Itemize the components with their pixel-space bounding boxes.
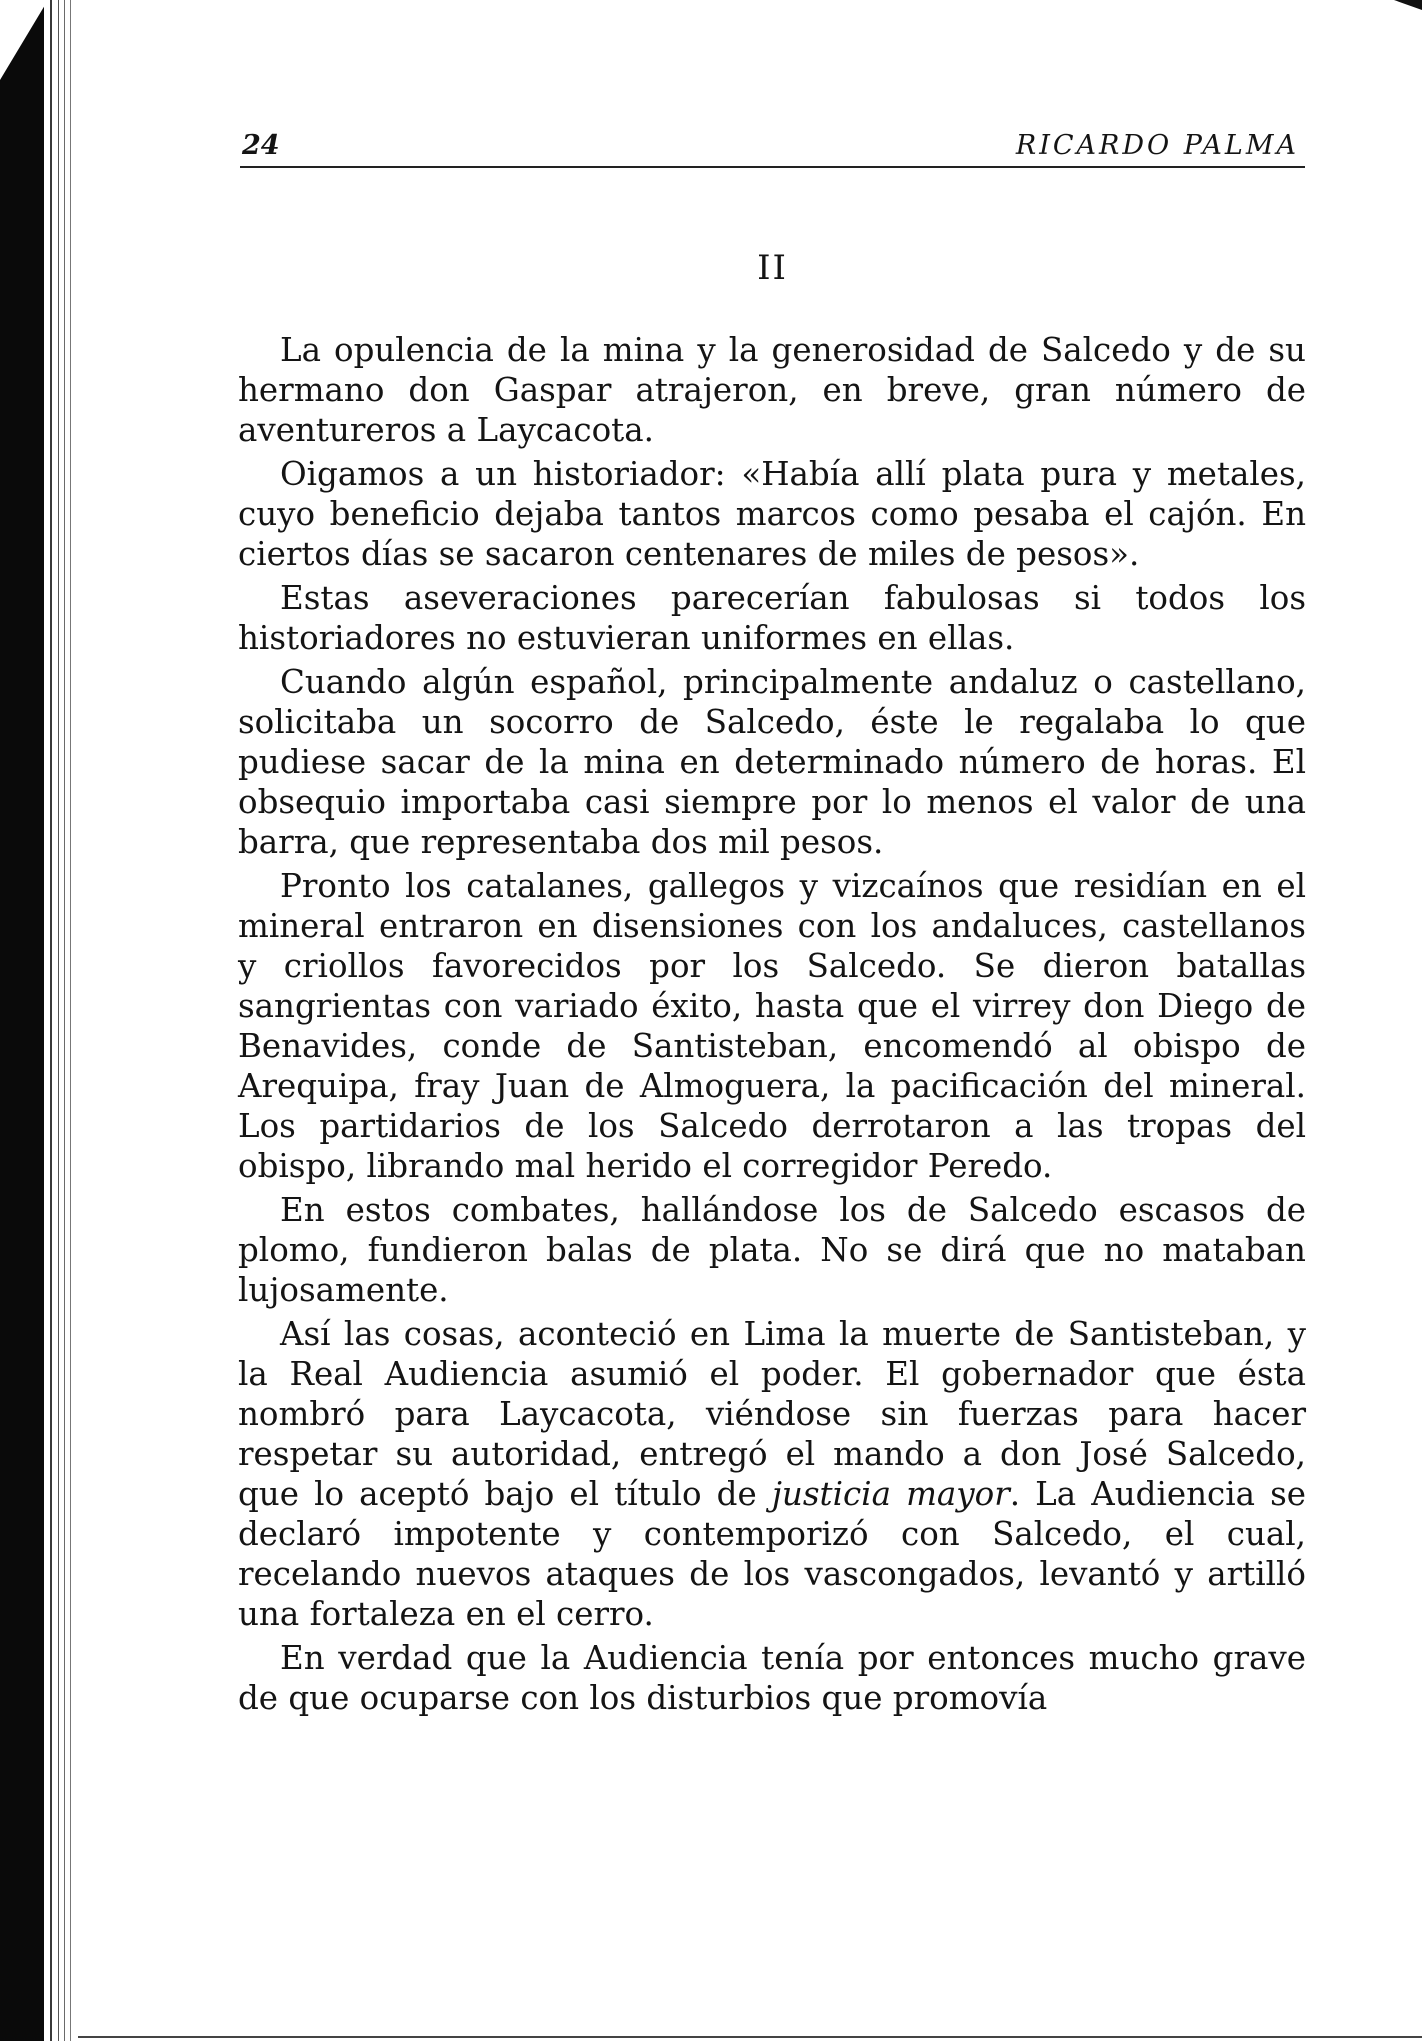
section-heading: II [757, 248, 788, 288]
running-head [240, 130, 1305, 168]
paragraph: Oigamos a un historiador: «Había allí plata pura y metales, cuyo beneficio dejaba tantos marcos como pesaba el cajón. En ciertos días se sacaron centenares de miles de pesos». [238, 455, 1306, 573]
scan-corner-mark [1394, 0, 1422, 10]
italic-phrase: justicia mayor [771, 1475, 1010, 1513]
scan-bottom-edge [78, 2036, 1422, 2038]
paragraph: En estos combates, hallándose los de Salcedo escasos de plomo, fundieron balas de plata. No se dirá que no mataban lujosamente. [238, 1191, 1306, 1309]
paragraph: Cuando algún español, principalmente andaluz o castellano, solicitaba un socorro de Salcedo, éste le regalaba lo que pudiese sacar de la mina en determinado número de horas. El obsequio importaba casi siempre por lo menos el valor de una barra, que representaba dos mil pesos. [238, 663, 1306, 861]
running-head-author: RICARDO PALMA [1015, 130, 1299, 161]
paragraph: Así las cosas, aconteció en Lima la muerte de Santisteban, y la Real Audiencia asumió el poder. El gobernador que ésta nombró para Laycacota, viéndose sin fuerzas para hacer respetar su autoridad, entregó el mando a don José Salcedo, que lo aceptó bajo el título de justicia mayor. La Audiencia se declaró impotente y contemporizó con Salcedo, el cual, recelando nuevos ataques de los vascongados, levantó y artilló una fortaleza en el cerro. [238, 1315, 1307, 1633]
paragraph: En verdad que la Audiencia tenía por entonces mucho grave de que ocuparse con los disturbios que promovía [238, 1639, 1306, 1717]
body-text [238, 330, 1306, 1722]
paragraph: Estas aseveraciones parecerían fabulosas si todos los historiadores no estuvieran uniformes en ellas. [238, 579, 1306, 657]
paragraph: Pronto los catalanes, gallegos y vizcaínos que residían en el mineral entraron en disensiones con los andaluces, castellanos y criollos favorecidos por los Salcedo. Se dieron batallas sangrientas con variado éxito, hasta que el virrey don Diego de Benavides, conde de Santisteban, encomendó al obispo de Arequipa, fray Juan de Almoguera, la pacificación del mineral. Los partidarios de los Salcedo derrotaron a las tropas del obispo, librando mal herido el corregidor Peredo. [238, 867, 1306, 1185]
paragraph: La opulencia de la mina y la generosidad de Salcedo y de su hermano don Gaspar atrajeron, en breve, gran número de aventureros a Laycacota. [238, 331, 1306, 449]
book-gutter [0, 0, 78, 2041]
page-number: 24 [242, 130, 280, 161]
